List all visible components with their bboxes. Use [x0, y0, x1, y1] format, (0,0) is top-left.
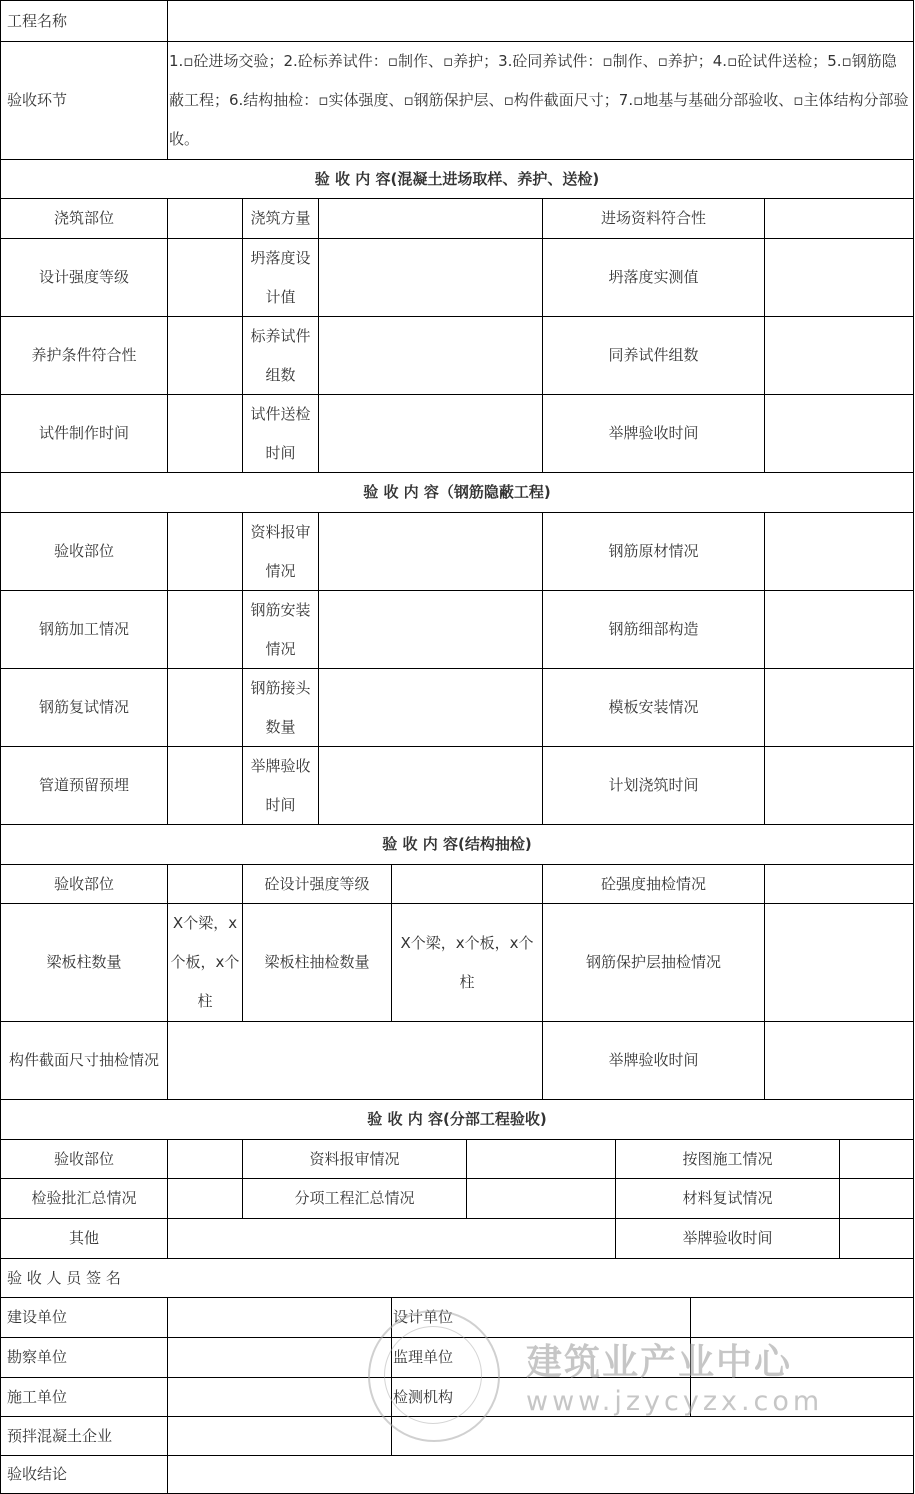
rebar-location-value[interactable]: [167, 512, 242, 590]
section-check-label: 构件截面尺寸抽检情况: [0, 1021, 167, 1099]
structure-sign-time-value[interactable]: [764, 1021, 914, 1099]
division-docs-review-label: 资料报审情况: [242, 1139, 466, 1178]
contractor-signature[interactable]: [167, 1377, 391, 1416]
pour-location-value[interactable]: [167, 198, 242, 238]
rebar-docs-review-label: 资料报审情况: [242, 512, 318, 590]
project-name-value[interactable]: [167, 0, 914, 41]
testing-signature[interactable]: [690, 1377, 914, 1416]
formwork-label: 模板安装情况: [542, 668, 764, 746]
curing-conformity-value[interactable]: [167, 316, 242, 394]
concrete-sign-time-value[interactable]: [764, 394, 914, 472]
structure-location-label: 验收部位: [0, 864, 167, 903]
concrete-section-header: 验 收 内 容(混凝土进场取样、养护、送检): [0, 159, 914, 198]
docs-conformity-label: 进场资料符合性: [542, 198, 764, 238]
supervisor-label: 监理单位: [391, 1337, 690, 1377]
division-section-header: 验 收 内 容(分部工程验收): [0, 1099, 914, 1139]
section-check-value[interactable]: [167, 1021, 542, 1099]
rebar-detail-label: 钢筋细部构造: [542, 590, 764, 668]
stage-options[interactable]: 1.▫砼进场交验；2.砼标养试件：▫制作、▫养护；3.砼同养试件：▫制作、▫养护；4.▫砼试件送检；5.▫钢筋隐蔽工程；6.结构抽检：▫实体强度、▫钢筋保护层、▫构件截面尺寸；7.▫地基与基础分部验收、▫主体结构分部验收。: [167, 41, 914, 159]
ready-mix-blank: [391, 1416, 914, 1455]
rebar-raw-material-label: 钢筋原材情况: [542, 512, 764, 590]
conclusion-label: 验收结论: [0, 1455, 167, 1494]
per-drawing-value[interactable]: [839, 1139, 914, 1178]
conclusion-value[interactable]: [167, 1455, 914, 1494]
division-docs-review-value[interactable]: [466, 1139, 615, 1178]
designer-signature[interactable]: [690, 1297, 914, 1337]
member-sample-value[interactable]: X个梁，x个板，x个柱: [391, 903, 542, 1021]
other-value[interactable]: [167, 1218, 615, 1258]
structure-section-header: 验 收 内 容(结构抽检): [0, 824, 914, 864]
rebar-retest-label: 钢筋复试情况: [0, 668, 167, 746]
structure-design-grade-label: 砼设计强度等级: [242, 864, 391, 903]
structure-sign-time-label: 举牌验收时间: [542, 1021, 764, 1099]
rebar-joint-count-label: 钢筋接头数量: [242, 668, 318, 746]
owner-label: 建设单位: [0, 1297, 167, 1337]
pour-volume-value[interactable]: [318, 198, 542, 238]
specimen-send-time-label: 试件送检时间: [242, 394, 318, 472]
division-location-label: 验收部位: [0, 1139, 167, 1178]
item-summary-value[interactable]: [466, 1178, 615, 1218]
cover-check-value[interactable]: [764, 903, 914, 1021]
rebar-section-header: 验 收 内 容（钢筋隐蔽工程): [0, 472, 914, 512]
watermark-url: www.jzycyzx.com: [526, 1386, 824, 1417]
slump-design-label: 坍落度设计值: [242, 238, 318, 316]
contractor-label: 施工单位: [0, 1377, 167, 1416]
design-grade-value[interactable]: [167, 238, 242, 316]
project-name-label: 工程名称: [0, 0, 167, 41]
design-grade-label: 设计强度等级: [0, 238, 167, 316]
member-count-label: 梁板柱数量: [0, 903, 167, 1021]
strength-check-label: 砼强度抽检情况: [542, 864, 764, 903]
rebar-sign-time-label: 举牌验收时间: [242, 746, 318, 824]
planned-pour-value[interactable]: [764, 746, 914, 824]
same-cond-groups-value[interactable]: [764, 316, 914, 394]
slump-measured-label: 坍落度实测值: [542, 238, 764, 316]
rebar-installation-label: 钢筋安装情况: [242, 590, 318, 668]
pour-location-label: 浇筑部位: [0, 198, 167, 238]
member-sample-label: 梁板柱抽检数量: [242, 903, 391, 1021]
rebar-raw-material-value[interactable]: [764, 512, 914, 590]
stage-label: 验收环节: [0, 41, 167, 159]
planned-pour-label: 计划浇筑时间: [542, 746, 764, 824]
concrete-sign-time-label: 举牌验收时间: [542, 394, 764, 472]
rebar-processing-label: 钢筋加工情况: [0, 590, 167, 668]
specimen-time-label: 试件制作时间: [0, 394, 167, 472]
item-summary-label: 分项工程汇总情况: [242, 1178, 466, 1218]
other-label: 其他: [0, 1218, 167, 1258]
docs-conformity-value[interactable]: [764, 198, 914, 238]
watermark-title: 建筑业产业中心: [526, 1342, 793, 1383]
curing-conformity-label: 养护条件符合性: [0, 316, 167, 394]
batch-summary-value[interactable]: [167, 1178, 242, 1218]
strength-check-value[interactable]: [764, 864, 914, 903]
formwork-value[interactable]: [764, 668, 914, 746]
pipe-embed-value[interactable]: [167, 746, 242, 824]
std-specimen-groups-value[interactable]: [318, 316, 542, 394]
slump-measured-value[interactable]: [764, 238, 914, 316]
supervisor-signature[interactable]: [690, 1337, 914, 1377]
structure-design-grade-value[interactable]: [391, 864, 542, 903]
survey-signature[interactable]: [167, 1337, 391, 1377]
survey-label: 勘察单位: [0, 1337, 167, 1377]
division-location-value[interactable]: [167, 1139, 242, 1178]
member-count-value[interactable]: X个梁，x个板，x个柱: [167, 903, 242, 1021]
designer-label: 设计单位: [391, 1297, 690, 1337]
batch-summary-label: 检验批汇总情况: [0, 1178, 167, 1218]
rebar-installation-value[interactable]: [318, 590, 542, 668]
pour-volume-label: 浇筑方量: [242, 198, 318, 238]
division-sign-time-value[interactable]: [839, 1218, 914, 1258]
material-retest-label: 材料复试情况: [615, 1178, 839, 1218]
rebar-location-label: 验收部位: [0, 512, 167, 590]
rebar-docs-review-value[interactable]: [318, 512, 542, 590]
signatures-header: 验 收 人 员 签 名: [0, 1258, 914, 1297]
rebar-joint-count-value[interactable]: [318, 668, 542, 746]
division-sign-time-label: 举牌验收时间: [615, 1218, 839, 1258]
per-drawing-label: 按图施工情况: [615, 1139, 839, 1178]
pipe-embed-label: 管道预留预埋: [0, 746, 167, 824]
slump-design-value[interactable]: [318, 238, 542, 316]
testing-label: 检测机构: [391, 1377, 690, 1416]
specimen-time-value[interactable]: [167, 394, 242, 472]
same-cond-groups-label: 同养试件组数: [542, 316, 764, 394]
rebar-sign-time-value[interactable]: [318, 746, 542, 824]
std-specimen-groups-label: 标养试件组数: [242, 316, 318, 394]
material-retest-value[interactable]: [839, 1178, 914, 1218]
rebar-retest-value[interactable]: [167, 668, 242, 746]
cover-check-label: 钢筋保护层抽检情况: [542, 903, 764, 1021]
rebar-processing-value[interactable]: [167, 590, 242, 668]
ready-mix-label: 预拌混凝土企业: [0, 1416, 167, 1455]
owner-signature[interactable]: [167, 1297, 391, 1337]
rebar-detail-value[interactable]: [764, 590, 914, 668]
specimen-send-time-value[interactable]: [318, 394, 542, 472]
structure-location-value[interactable]: [167, 864, 242, 903]
ready-mix-signature[interactable]: [167, 1416, 391, 1455]
